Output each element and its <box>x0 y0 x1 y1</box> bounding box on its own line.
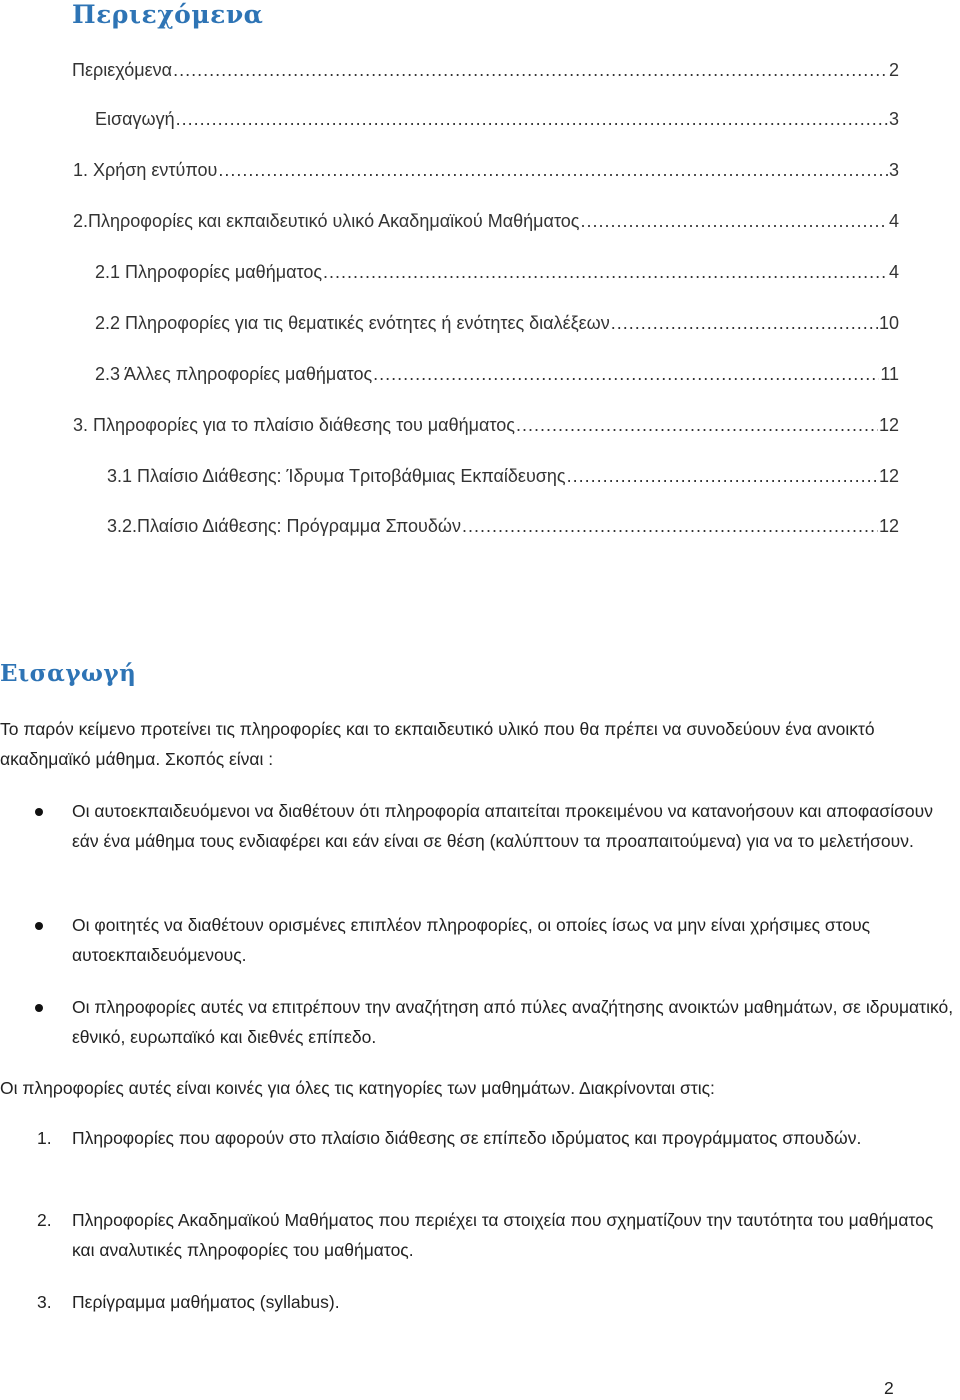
bullet-icon <box>35 1004 43 1012</box>
toc-entry-page: 4 <box>888 211 899 231</box>
intro-heading: Εισαγωγή <box>0 660 137 687</box>
toc-entry-page: 12 <box>878 415 899 435</box>
toc-entry-page: 2 <box>888 60 899 80</box>
toc-entry[interactable] <box>95 311 899 335</box>
page-number: 2 <box>884 1378 894 1398</box>
toc-entry[interactable] <box>95 260 899 284</box>
toc-entry-title: 3. Πληροφορίες για το πλαίσιο διάθεσης του μαθήματος <box>73 415 515 435</box>
toc-entry[interactable] <box>73 413 899 437</box>
toc-entry[interactable] <box>107 464 899 488</box>
toc-entry-title: 2.1 Πληροφορίες μαθήματος <box>95 262 323 282</box>
toc-entry-title: Περιεχόμενα <box>72 60 173 80</box>
toc-entry-title: 2.2 Πληροφορίες για τις θεματικές ενότητες ή ενότητες διαλέξεων <box>95 313 610 333</box>
toc-entry-page: 10 <box>878 313 899 333</box>
toc-entry[interactable] <box>73 209 899 233</box>
toc-leader-dots <box>611 311 878 335</box>
toc-entry-page: 12 <box>878 516 899 536</box>
list-item-text: Πληροφορίες που αφορούν στο πλαίσιο διάθεσης σε επίπεδο ιδρύματος και προγράμματος σπουδών. <box>72 1128 862 1148</box>
toc-leader-dots <box>516 413 878 437</box>
toc-leader-dots <box>173 58 888 82</box>
summary-paragraph: Οι πληροφορίες αυτές είναι κοινές για όλες τις κατηγορίες των μαθημάτων. Διακρίνονται στις: <box>0 1078 715 1098</box>
toc-entry-title: 3.2.Πλαίσιο Διάθεσης: Πρόγραμμα Σπουδών <box>107 516 461 536</box>
bullet-text: Οι πληροφορίες αυτές να επιτρέπουν την αναζήτηση από πύλες αναζήτησης ανοικτών μαθημάτων, σε ιδρυματικό, εθνικό, ευρωπαϊκό και διεθνές επίπεδο. <box>72 997 954 1047</box>
toc-leader-dots <box>567 464 878 488</box>
list-item-text: Πληροφορίες Ακαδημαϊκού Μαθήματος που περιέχει τα στοιχεία που σχηματίζουν την ταυτότητα του μαθήματος και αναλυτικές πληροφορίες του μαθήματος. <box>72 1210 934 1260</box>
toc-entry[interactable] <box>95 362 899 386</box>
list-item-number: 2. <box>37 1210 52 1230</box>
toc-entry-title: Εισαγωγή <box>95 109 175 129</box>
toc-entry-title: 3.1 Πλαίσιο Διάθεσης: Ίδρυμα Τριτοβάθμιας Εκπαίδευσης <box>107 466 566 486</box>
bullet-text: Οι αυτοεκπαιδευόμενοι να διαθέτουν ότι πληροφορία απαιτείται προκειμένου να κατανοήσουν και αποφασίσουν εάν ένα μάθημα τους ενδιαφέρει και εάν είναι σε θέση (καλύπτουν τα προαπαιτούμενα) για να το μελετήσουν. <box>72 801 933 851</box>
bullet-icon <box>35 808 43 816</box>
toc-leader-dots <box>176 107 888 131</box>
toc-entry-page: 3 <box>888 160 899 180</box>
toc-entry[interactable] <box>95 107 899 131</box>
toc-leader-dots <box>373 362 879 386</box>
toc-entry-page: 3 <box>888 109 899 129</box>
intro-paragraph: Το παρόν κείμενο προτείνει τις πληροφορίες και το εκπαιδευτικό υλικό που θα πρέπει να συνοδεύουν ένα ανοικτό ακαδημαϊκό μάθημα. Σκοπός είναι : <box>0 719 875 769</box>
toc-entry-page: 4 <box>888 262 899 282</box>
toc-leader-dots <box>462 514 878 538</box>
toc-heading: Περιεχόμενα <box>72 0 264 29</box>
toc-entry-title: 2.3 Άλλες πληροφορίες μαθήματος <box>95 364 373 384</box>
toc-leader-dots <box>218 158 888 182</box>
toc-entry-page: 12 <box>878 466 899 486</box>
toc-entry[interactable] <box>72 58 899 82</box>
bullet-icon <box>35 922 43 930</box>
list-item-number: 1. <box>37 1128 52 1148</box>
list-item-number: 3. <box>37 1292 52 1312</box>
toc-leader-dots <box>580 209 888 233</box>
list-item-text: Περίγραμμα μαθήματος (syllabus). <box>72 1292 340 1312</box>
toc-entry-title: 1. Χρήση εντύπου <box>73 160 218 180</box>
toc-entry[interactable] <box>107 514 899 538</box>
bullet-text: Οι φοιτητές να διαθέτουν ορισμένες επιπλέον πληροφορίες, οι οποίες ίσως να μην είναι χρήσιμες στους αυτοεκπαιδευόμενους. <box>72 915 871 965</box>
toc-entry[interactable] <box>73 158 899 182</box>
toc-leader-dots <box>323 260 888 284</box>
toc-entry-page: 11 <box>880 364 899 384</box>
toc-entry-title: 2.Πληροφορίες και εκπαιδευτικό υλικό Ακαδημαϊκού Μαθήματος <box>73 211 580 231</box>
